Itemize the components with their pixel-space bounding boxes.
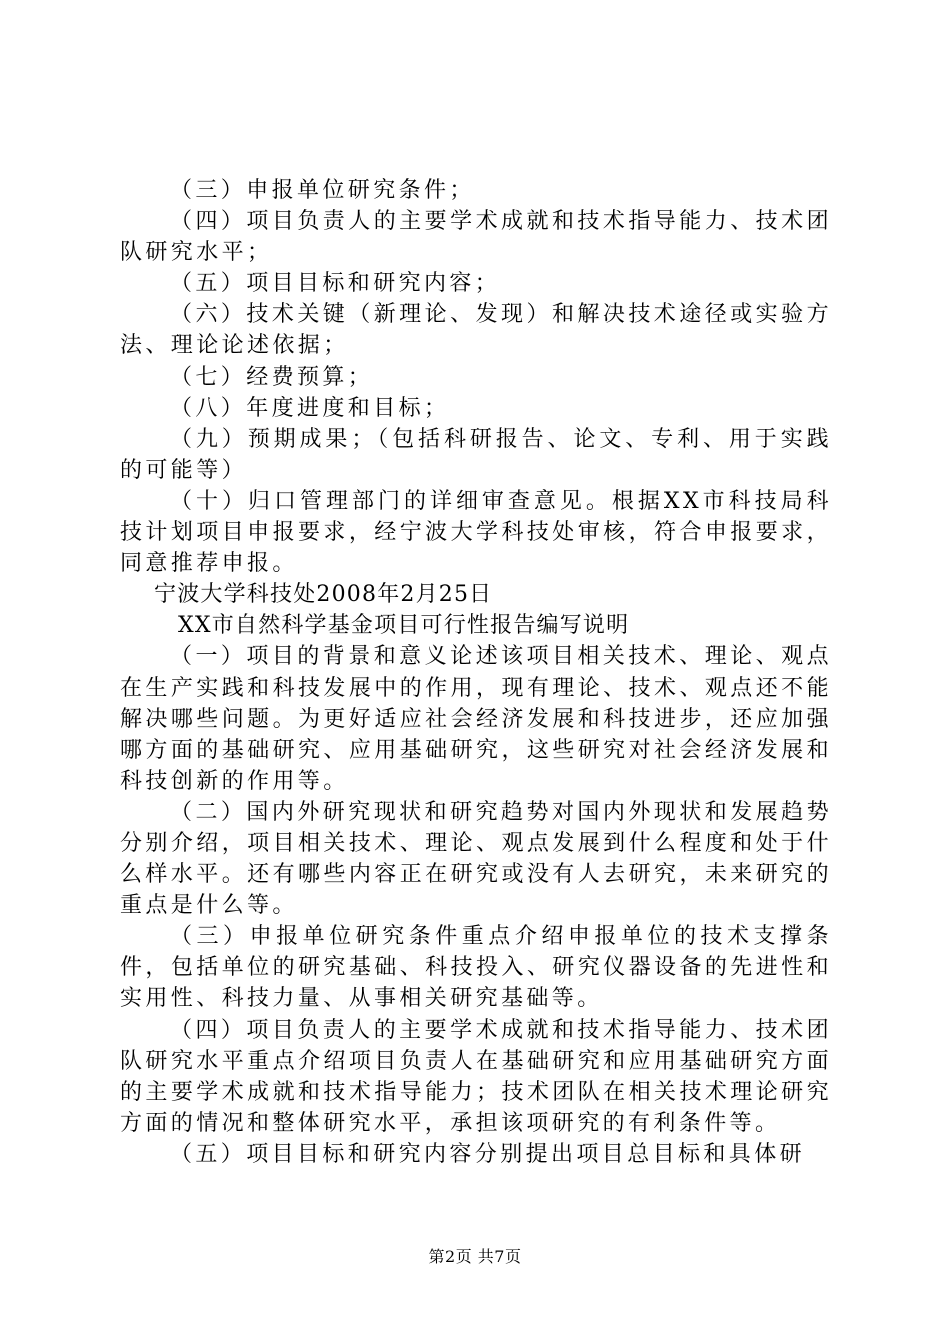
- paragraph-leader-achievements: （四）项目负责人的主要学术成就和技术指导能力、技术团队研究水平重点介绍项目负责人在基础研究和应用基础研究方面的主要学术成就和技术指导能力；技术团队在相关技术理论研究方面的情况和整体研究水平，承担该项研究的有利条件等。: [120, 1017, 832, 1136]
- paragraph-review-opinion: （十）归口管理部门的详细审查意见。根据XX市科技局科技计划项目申报要求，经宁波大学科技处审核，符合申报要求，同意推荐申报。: [120, 488, 832, 577]
- section-title: XX市自然科学基金项目可行性报告编写说明: [178, 613, 630, 639]
- signature-date-line: 宁波大学科技处2008年2月25日: [154, 582, 493, 608]
- paragraph-objectives: （五）项目目标和研究内容；: [170, 271, 501, 297]
- document-body: [120, 175, 832, 1170]
- paragraph-expected-results: （九）预期成果；（包括科研报告、论文、专利、用于实践的可能等）: [120, 426, 832, 483]
- paragraph-key-technology: （六）技术关键（新理论、发现）和解决技术途径或实验方法、理论论述依据；: [120, 302, 832, 359]
- paragraph-schedule: （八）年度进度和目标；: [170, 395, 450, 421]
- paragraph-goals-content: （五）项目目标和研究内容分别提出项目总目标和具体研: [170, 1141, 806, 1167]
- paragraph-project-leader: （四）项目负责人的主要学术成就和技术指导能力、技术团队研究水平；: [120, 209, 832, 266]
- paragraph-budget: （七）经费预算；: [170, 364, 374, 390]
- paragraph-research-status: （二）国内外研究现状和研究趋势对国内外现状和发展趋势分别介绍，项目相关技术、理论、观点发展到什么程度和处于什么样水平。还有哪些内容正在研究或没有人去研究，未来研究的重点是什么等。: [120, 799, 832, 919]
- paragraph-research-conditions: （三）申报单位研究条件；: [170, 178, 475, 203]
- paragraph-unit-conditions: （三）申报单位研究条件重点介绍申报单位的技术支撑条件，包括单位的研究基础、科技投入、研究仪器设备的先进性和实用性、科技力量、从事相关研究基础等。: [120, 924, 832, 1012]
- paragraph-background: （一）项目的背景和意义论述该项目相关技术、理论、观点在生产实践和科技发展中的作用，现有理论、技术、观点还不能解决哪些问题。为更好适应社会经济发展和科技进步，还应加强哪方面的基础研究、应用基础研究，这些研究对社会经济发展和科技创新的作用等。: [120, 644, 832, 794]
- page-footer: 第2页 共7页: [428, 1247, 522, 1266]
